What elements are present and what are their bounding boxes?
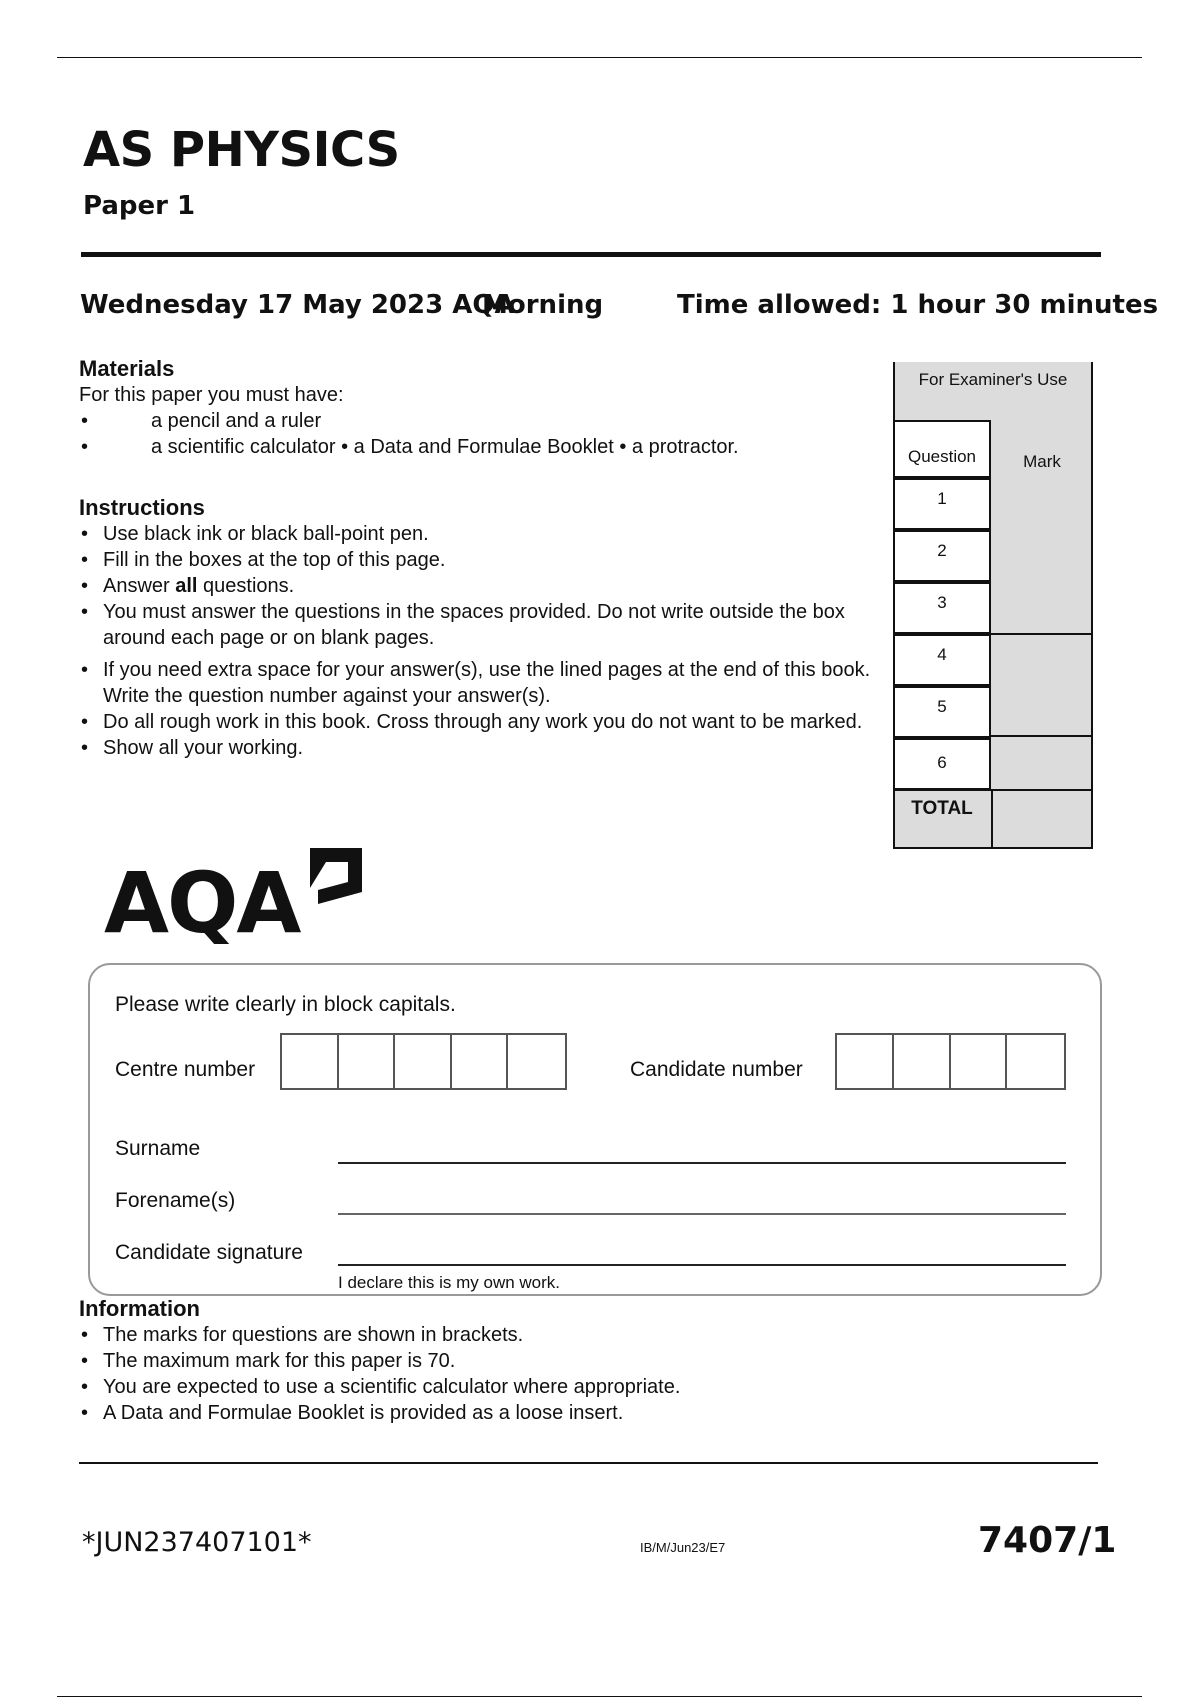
materials-section [79,356,879,460]
question-column-label: Question [893,420,991,478]
materials-intro: For this paper you must have: [79,384,344,406]
table-bottom [893,847,1093,849]
logo-text: AQA [104,854,300,944]
list-item [79,573,879,599]
materials-list [79,408,879,460]
list-item: • a scientific calculator • a Data and Formulae Booklet • a protractor. [79,434,879,460]
list-item: • The marks for questions are shown in brackets. [79,1322,879,1348]
page-title: AS PHYSICS [83,122,400,178]
aqa-logo-mark [104,848,374,944]
examiner-heading: For Examiner's Use [918,370,1068,389]
mark-column-label: Mark [1023,452,1061,471]
bottom-rule [57,1696,1142,1697]
digit-box[interactable] [837,1035,894,1088]
materials-heading: Materials [79,356,175,381]
digit-box[interactable] [508,1035,565,1088]
declaration-text: I declare this is my own work. [338,1273,561,1292]
candidate-number-label: Candidate number [630,1058,803,1081]
exam-session: Morning [482,290,604,320]
question-cell: 4 [893,634,991,686]
list-item: • You must answer the questions in the spaces provided. Do not write outside the box around each page or on blank pages. [79,599,879,651]
aqa-logo [104,848,374,949]
list-item: • If you need extra space for your answer(s), use the lined pages at the end of this book. Write the question number against your answer(s). [79,657,879,709]
list-item: • You are expected to use a scientific calculator where appropriate. [79,1374,879,1400]
answer-bold: all [175,575,198,597]
list-item: • Use black ink or black ball-point pen. [79,521,879,547]
total-label: TOTAL [911,798,973,819]
question-cell: 2 [893,530,991,582]
instructions-heading: Instructions [79,495,205,520]
candidate-number-boxes[interactable] [835,1033,1066,1090]
mark-row-divider [991,735,1091,737]
reference-code: IB/M/Jun23/E7 [640,1540,726,1555]
list-item: • The maximum mark for this paper is 70. [79,1348,879,1374]
mark-row-divider [991,633,1091,635]
time-allowed: Time allowed: 1 hour 30 minutes [677,290,1159,320]
question-cell: 5 [893,686,991,738]
footer-rule [79,1462,1098,1464]
information-list [79,1322,879,1426]
digit-box[interactable] [339,1035,396,1088]
list-item: • a pencil and a ruler [79,408,879,434]
total-divider [991,789,993,849]
paper-subtitle: Paper 1 [83,191,196,221]
instructions-section [79,495,879,761]
centre-number-label: Centre number [115,1058,256,1081]
logo-flag-icon [310,848,362,904]
question-cell: 1 [893,478,991,530]
list-item: • Fill in the boxes at the top of this page. [79,547,879,573]
total-row-divider [893,789,1093,791]
surname-field[interactable] [338,1162,1066,1164]
examiner-table [893,362,1093,849]
centre-number-boxes[interactable] [280,1033,567,1090]
digit-box[interactable] [282,1035,339,1088]
signature-field[interactable] [338,1264,1066,1266]
question-cell: 3 [893,582,991,634]
digit-box[interactable] [1007,1035,1064,1088]
information-heading: Information [79,1296,200,1321]
list-item: • A Data and Formulae Booklet is provided as a loose insert. [79,1400,879,1426]
title-rule [81,252,1101,257]
candidate-box [88,963,1102,1296]
forename-label: Forename(s) [115,1189,236,1212]
digit-box[interactable] [894,1035,951,1088]
answer-prefix: Answer [103,575,176,597]
surname-label: Surname [115,1137,201,1160]
digit-box[interactable] [951,1035,1008,1088]
barcode-text: *JUN237407101* [82,1527,312,1558]
paper-code: 7407/1 [978,1520,1117,1561]
exam-date: Wednesday 17 May 2023 AQA [80,290,515,320]
list-item: • Do all rough work in this book. Cross through any work you do not want to be marked. [79,709,879,735]
instructions-list [79,521,879,761]
answer-suffix: questions. [197,575,295,597]
top-rule [57,57,1142,58]
question-cell: 6 [893,738,991,790]
information-section [79,1296,879,1426]
list-item: • Show all your working. [79,735,879,761]
digit-box[interactable] [395,1035,452,1088]
block-capitals-note: Please write clearly in block capitals. [115,993,456,1016]
table-border [1091,362,1093,849]
signature-label: Candidate signature [115,1241,303,1264]
forename-field[interactable] [338,1213,1066,1215]
digit-box[interactable] [452,1035,509,1088]
